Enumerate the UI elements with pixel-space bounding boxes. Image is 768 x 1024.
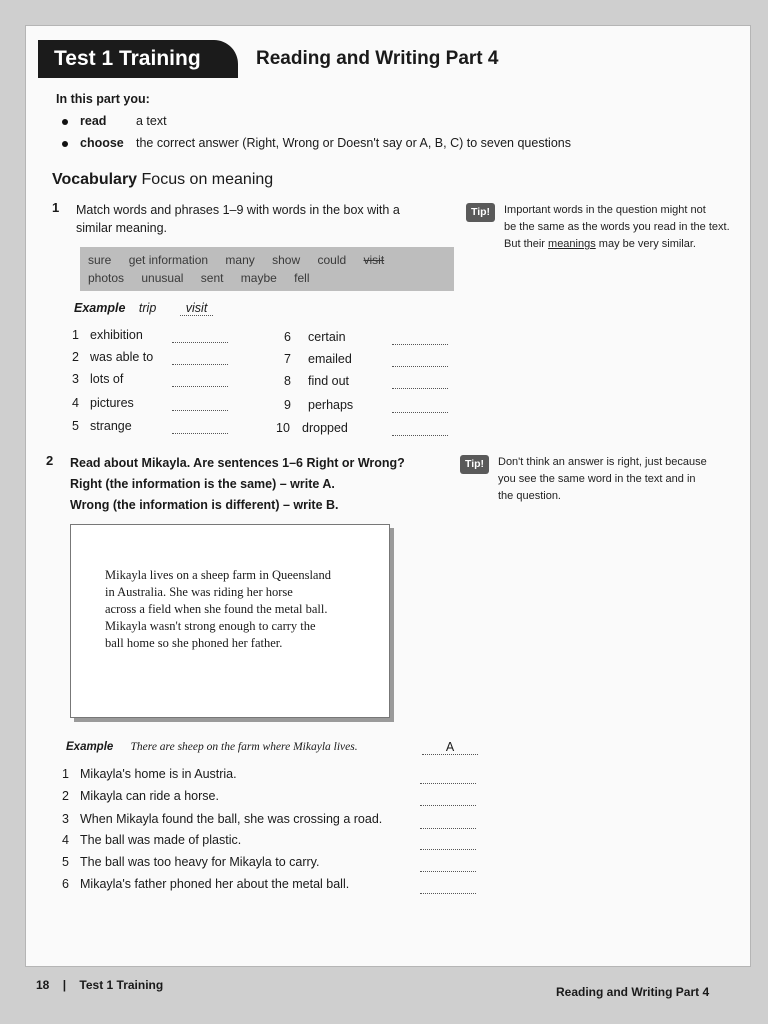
answer-blank[interactable] [420, 828, 476, 829]
answer-blank[interactable] [172, 410, 228, 411]
statement-item: 4 The ball was made of plastic. [62, 833, 242, 847]
worksheet-page [26, 26, 750, 966]
word-box-item-used: visit [363, 253, 385, 267]
answer-blank[interactable] [420, 871, 476, 872]
question-1-instruction: Match words and phrases 1–9 with words in the box with a similar meaning. [76, 203, 400, 235]
vocab-item: 1 exhibition [72, 328, 143, 342]
vocab-item: 4 pictures [72, 396, 134, 410]
answer-blank[interactable] [392, 435, 448, 436]
statement-item: 3 When Mikayla found the ball, she was crossing a road. [62, 812, 383, 826]
vocab-item: 7 emailed [284, 352, 352, 366]
answer-blank[interactable] [392, 388, 448, 389]
q1-example: Example trip visit [74, 301, 213, 315]
footer-left: 18 | Test 1 Training [36, 978, 164, 992]
tip-badge-2: Tip! [460, 455, 489, 474]
word-box-item: fell [294, 271, 310, 285]
word-box-item: get information [128, 253, 209, 267]
word-box [80, 247, 454, 291]
word-box-item: unusual [141, 271, 184, 285]
answer-blank[interactable] [392, 344, 448, 345]
vocab-item: 8 find out [284, 374, 350, 388]
test-badge: Test 1 Training [38, 40, 238, 78]
word-box-item: sent [200, 271, 224, 285]
answer-blank[interactable] [172, 386, 228, 387]
tip-2: Tip! Don't think an answer is right, just because you see the same word in the text and in the question. [498, 454, 707, 505]
word-box-item: show [272, 253, 301, 267]
vocab-item: 9 perhaps [284, 398, 354, 412]
statement-item: 1 Mikayla's home is in Austria. [62, 767, 237, 781]
word-box-item: sure [88, 253, 112, 267]
question-2-number: 2 [46, 453, 54, 468]
vocab-item: 6 certain [284, 330, 346, 344]
bullet-icon [62, 141, 68, 147]
tip-badge-1: Tip! [466, 203, 495, 222]
footer-section: Test 1 Training [79, 978, 164, 992]
vocab-item: 3 lots of [72, 372, 124, 386]
answer-blank[interactable] [172, 364, 228, 365]
story-box [70, 524, 390, 718]
word-box-item: photos [88, 271, 125, 285]
example-answer: visit [180, 301, 214, 316]
statement-item: 6 Mikayla's father phoned her about the metal ball. [62, 877, 350, 891]
word-box-item: maybe [240, 271, 277, 285]
question-2-instruction: Read about Mikayla. Are sentences 1–6 Right or Wrong? Right (the information is the same) – write A. Wrong (the information is different) – write B. [70, 456, 405, 512]
vocab-item: 10 dropped [276, 421, 348, 435]
vocab-item: 2 was able to [72, 350, 154, 364]
bullet-icon [62, 119, 68, 125]
tip-1: Tip! Important words in the question might not be the same as the words you read in the text. But their meanings may be very similar. [504, 202, 730, 253]
page-title: Reading and Writing Part 4 [256, 48, 499, 69]
q2-example: Example There are sheep on the farm where Mikayla lives. [66, 741, 358, 753]
q2-example-answer: A [422, 740, 478, 755]
answer-blank[interactable] [392, 412, 448, 413]
question-1-number: 1 [52, 200, 60, 215]
word-box-item: many [225, 253, 255, 267]
intro-bullet-read: read a text [62, 114, 167, 128]
intro-label: In this part you: [56, 92, 150, 106]
footer-right: Reading and Writing Part 4 [556, 985, 710, 999]
page-number: 18 [36, 978, 50, 992]
answer-blank[interactable] [420, 805, 476, 806]
intro-bullet-choose: choose the correct answer (Right, Wrong or Doesn't say or A, B, C) to seven questions [62, 136, 571, 150]
answer-blank[interactable] [392, 366, 448, 367]
statement-item: 5 The ball was too heavy for Mikayla to carry. [62, 855, 320, 869]
answer-blank[interactable] [172, 433, 228, 434]
statement-item: 2 Mikayla can ride a horse. [62, 789, 219, 803]
answer-blank[interactable] [420, 849, 476, 850]
vocab-heading: Vocabulary Focus on meaning [52, 171, 274, 188]
word-box-item: could [317, 253, 347, 267]
vocab-item: 5 strange [72, 419, 132, 433]
story-text: Mikayla lives on a sheep farm in Queensland in Australia. She was riding her horse across a field when she found the metal ball. Mikayla wasn't strong enough to carry the ball home so she phoned her father. [105, 568, 331, 650]
answer-blank[interactable] [420, 893, 476, 894]
answer-blank[interactable] [420, 783, 476, 784]
answer-blank[interactable] [172, 342, 228, 343]
